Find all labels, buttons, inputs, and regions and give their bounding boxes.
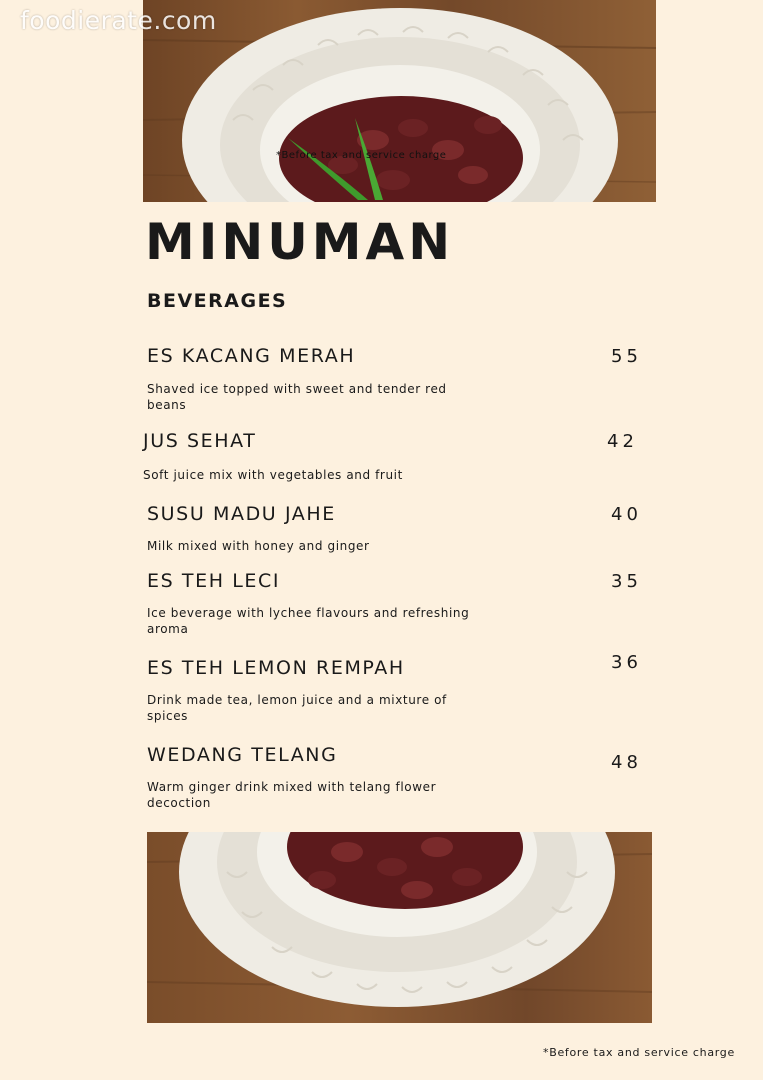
- item-price: 55: [611, 346, 642, 367]
- item-name: ES KACANG MERAH: [147, 345, 356, 367]
- top-tax-note: *Before tax and service charge: [276, 150, 447, 161]
- bottom-food-photo: [147, 832, 652, 1023]
- item-name: SUSU MADU JAHE: [147, 503, 336, 525]
- item-price: 40: [611, 504, 642, 525]
- item-price: 36: [611, 652, 642, 673]
- item-description: Soft juice mix with vegetables and fruit: [143, 468, 403, 482]
- watermark-text: foodierate.com: [20, 6, 217, 35]
- footer-tax-note: *Before tax and service charge: [543, 1046, 735, 1059]
- item-description: Ice beverage with lychee flavours and refreshing aroma: [147, 606, 470, 636]
- item-price: 48: [611, 752, 642, 773]
- item-description: Milk mixed with honey and ginger: [147, 539, 370, 553]
- menu-title: MINUMAN: [145, 213, 455, 271]
- item-name: JUS SEHAT: [143, 430, 257, 452]
- item-description: Warm ginger drink mixed with telang flower decoction: [147, 780, 437, 810]
- menu-subtitle: BEVERAGES: [147, 290, 288, 312]
- item-name: WEDANG TELANG: [147, 744, 338, 766]
- item-description: Shaved ice topped with sweet and tender red beans: [147, 382, 447, 412]
- item-price: 35: [611, 571, 642, 592]
- item-name: ES TEH LECI: [147, 570, 281, 592]
- item-name: ES TEH LEMON REMPAH: [147, 657, 405, 679]
- top-food-photo: [143, 0, 656, 202]
- item-price: 42: [607, 431, 638, 452]
- item-description: Drink made tea, lemon juice and a mixture of spices: [147, 693, 447, 723]
